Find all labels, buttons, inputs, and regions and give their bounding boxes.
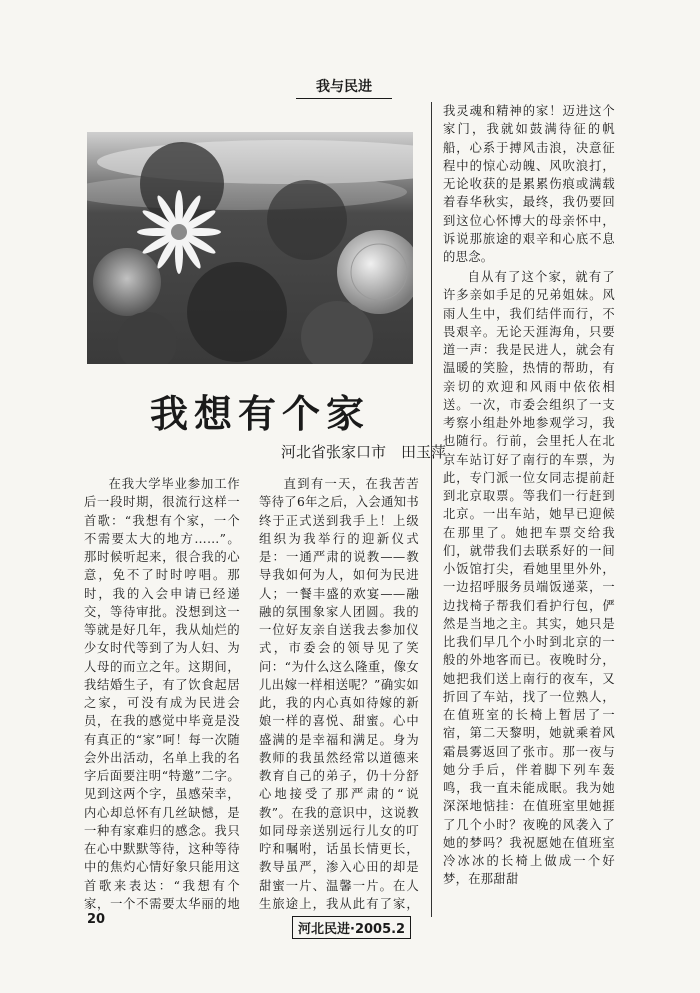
article-body-column-3-bottom: 自从有了这个家，就有了许多亲如手足的兄弟姐妹。风雨人生中，我们结伴而行，不畏艰辛。无论天涯海角，只要道一声：我是民进人，就会有温暖的笑脸，热情的帮助，有亲切的欢迎和风雨中依依相送。一次，市委会组织了一支考察小组赴外地参观学习，我也随行。行前，会里托人在北京车站订好了南行的车票，为此，专门派一位女同志提前赶到北京取票。等我们一行赶到北京。一出车站，她早已迎候在那里了。她把车票交给我们，就带我们去联系好的一间小饭馆打尖，看她里里外外，一边招呼服务员端饭递菜，一边找椅子帮我们看护行包，俨然是当地之主。其实，她只是比我们早几个小时到北京的一般的外地客而已。夜晚时分，她把我们送上南行的夜车，又折回了车站，找了一位熟人，在值班室的长椅上暂居了一宿，第二天黎明，她就乘着风霜晨雾返回了张市。那一夜与她分手后，伴着脚下列车轰鸣，我一直未能成眠。我为她深深地惦挂：在值班室里她捱了几个小时？夜晚的风袭入了她的梦吗？我祝愿她在值班室冷冰冰的长椅上做成一个好梦，在那甜甜 [443,270,615,887]
footer-issue-badge: 河北民进·2005.2 [292,916,411,939]
column-divider [431,102,432,917]
article-byline: 河北省张家口市 田玉萍 [280,443,446,461]
article-body-column-2: 直到有一天，在我苦苦等待了6年之后，入会通知书终于正式送到我手上！上级组织为我举行的迎新仪式是：一通严肃的说教——教导我如何为人，如何为民进人；一餐丰盛的欢宴——融融的氛围象家人团圆。我的一位好友亲自送我去参加仪式，市委会的领导见了笑问：“为什么这么隆重，像女儿出嫁一样相送呢？”确实如此，我的内心真如待嫁的新娘一样的喜悦、甜蜜。心中盛满的是幸福和满足。身为教师的我虽然经常以道德来教育自己的弟子，仍十分舒心地接受了那严肃的“说教”。在我的意识中，这说教如同母亲送别远行儿女的叮咛和嘱咐，话虽长情更长，教导虽严，渗入心田的却是甜蜜一片、温馨一片。在人生旅途上，我从此有了家， [259,477,419,911]
page-number: 20 [87,912,106,927]
article-title: 我想有个家 [149,392,370,436]
hero-photo [87,132,413,364]
column-header: 我与民进 [296,76,392,99]
still-life-image [87,132,413,364]
article-body-column-3-top: 我灵魂和精神的家！迈进这个家门，我就如鼓满待征的帆船，心系于搏风击浪，决意征程中的惊心动魄、风吹浪打，无论收获的是累累伤痕或满载着春华秋实，最终，我仍要回到这位心怀博大的母亲怀中，诉说那旅途的艰辛和心底不息的思念。 [443,104,615,264]
article-body-column-1: 在我大学毕业参加工作后一段时期，很流行这样一首歌：“我想有个家，一个不需要太大的地方……”。那时候听起来，很合我的心意，免不了时时哼唱。那时，我的入会申请已经递交，等待审批。没想到这一等就是好几年，我从灿烂的少女时代等到了为人妇、为人母的而立之年。这期间，我结婚生子，有了饮食起居之家，可没有成为民进会员，在我的感觉中毕竟是没有真正的“家”呵！每一次随会外出活动，名单上我的名字后面要注明“特邀”二字。见到这两个字，虽感荣幸，内心却总怀有几丝缺憾，是一种有家难归的感念。我只在心中默默等待，这种等待中的焦灼心情好象只能用这首歌来表达：“我想有个家，一个不需要太华丽的地 [84,477,240,911]
